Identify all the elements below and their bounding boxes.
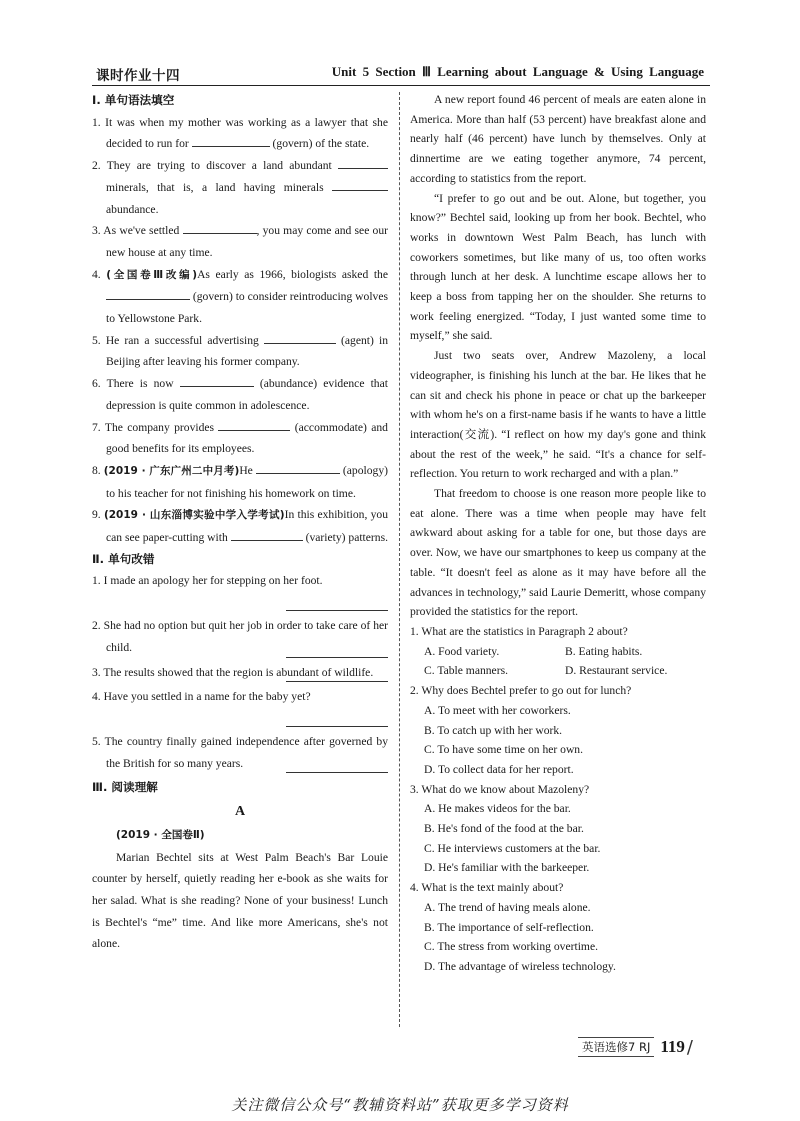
correction-question-5: 5. The country finally gained independence after governed by the British for so many years. (92, 731, 388, 773)
answer-blank[interactable] (332, 178, 388, 191)
option-row (424, 661, 706, 681)
left-column (92, 90, 388, 955)
homework-title: 课时作业十四 (96, 68, 180, 84)
option-a[interactable]: A. The trend of having meals alone. (424, 900, 591, 914)
option-a[interactable]: A. He makes videos for the bar. (424, 802, 571, 816)
option-b[interactable]: B. He's fond of the food at the bar. (424, 822, 584, 836)
fill-question-7: 7. The company provides (accommodate) and good benefits for its employees. (92, 417, 388, 460)
footer-slash: / (686, 1036, 693, 1058)
column-divider (399, 92, 400, 1027)
reading-question-2: 2. Why does Bechtel prefer to go out for lunch? (410, 684, 632, 698)
option-c[interactable]: C. Table manners. (424, 664, 508, 678)
fill-question-3: 3. As we've settled , you may come and see our new house at any time. (92, 220, 388, 263)
answer-line[interactable] (286, 754, 388, 773)
answer-blank[interactable] (264, 331, 336, 344)
option-a[interactable]: A. Food variety. (424, 644, 500, 658)
section-title: Ⅲ. 阅读理解 (92, 780, 158, 795)
answer-line[interactable] (286, 592, 388, 611)
fill-question-1: 1. It was when my mother was working as a lawyer that she decided to run for (govern) of the state. (92, 115, 388, 151)
option-b[interactable]: B. To catch up with her work. (424, 723, 563, 737)
correction-question-2: 2. She had no option but quit her job in order to take care of her child. (92, 615, 388, 657)
correction-question-4: 4. Have you settled in a name for the baby yet? (92, 686, 388, 727)
option-d[interactable]: D. The advantage of wireless technology. (424, 959, 616, 973)
reading-question-1: 1. What are the statistics in Paragraph 2 about? (410, 624, 628, 638)
answer-blank[interactable] (256, 461, 340, 474)
wechat-note: 关注微信公众号“教辅资料站”获取更多学习资料 (231, 1096, 569, 1114)
answer-line[interactable] (286, 639, 388, 658)
option-d[interactable]: D. To collect data for her report. (424, 762, 574, 776)
option-c[interactable]: C. To have some time on her own. (424, 743, 584, 757)
answer-blank[interactable] (183, 221, 257, 234)
fill-question-4: 4. (全国卷Ⅲ改编)As early as 1966, biologists asked the (govern) to consider reintroducing wolves to Yellowstone Park. (92, 267, 389, 326)
option-b[interactable]: B. The importance of self-reflection. (424, 920, 594, 934)
passage-paragraph-5: That freedom to choose is one reason more people like to eat alone. There was a time when people may have felt awkward about asking for a table for one, but those days are over. Now, we have our smartphones to keep us company at the table. “It doesn't feel as alone as it may have before all the advances in technology,” said Laurie Demeritt, whose company provided the statistics for the report. (410, 487, 706, 619)
fill-question-9: 9. (2019 · 山东淄博实验中学入学考试)In this exhibition, you can see paper-cutting with (variety) patterns. (92, 508, 388, 545)
passage-source: (2019 · 全国卷Ⅱ) (116, 828, 205, 841)
passage-paragraph-4: Just two seats over, Andrew Mazoleny, a local videographer, is finishing his lunch at the bar. He likes that he can sit and check his phone in peace or chat up the barkeeper with whom he's on a first-name basis if he wants to have a little interaction(交流). “I reflect on how my day's gone and think about the rest of the week,” he said. “It's a chance for self-reflection. You return to work recharged and with a plan.” (410, 349, 706, 481)
page-footer (578, 1038, 693, 1056)
answer-blank[interactable] (180, 374, 254, 387)
option-b[interactable]: B. Eating habits. (565, 644, 643, 658)
option-c[interactable]: C. He interviews customers at the bar. (424, 841, 601, 855)
passage-paragraph-1: Marian Bechtel sits at West Palm Beach's Bar Louie counter by herself, quietly reading her e-book as she waits for her salad. What is she reading? None of your business! Lunch is Bechtel's “me” time. And like more Americans, she's not alone. (92, 850, 388, 951)
reading-question-3: 3. What do we know about Mazoleny? (410, 782, 590, 796)
fill-question-6: 6. There is now (abundance) evidence that depression is quite common in adolescence. (92, 373, 388, 416)
section-title: Ⅰ. 单句语法填空 (92, 93, 175, 107)
page-header (92, 64, 708, 84)
answer-blank[interactable] (192, 134, 270, 147)
correction-question-3: 3. The results showed that the region is abundant of wildlife. (92, 662, 388, 683)
passage-paragraph-2: A new report found 46 percent of meals are eaten alone in America. More than half (53 percent) have breakfast alone and nearly half (46 percent) have lunch by themselves. Only at dinnertime are we eating together anymore, 74 percent, according to statistics from the report. (410, 93, 706, 185)
option-d[interactable]: D. Restaurant service. (565, 664, 668, 678)
passage-paragraph-3: “I prefer to go out and be out. Alone, but together, you know?” Bechtel said, looking up from her book. Bechtel, who works in downtown West Palm Beach, has lunch with coworkers sometimes, but like many of us, too often works through lunch at her desk. A lunchtime escape allows her to keep a boss from tapping her on the shoulder. She returns to work feeling energized. “Today, I just wanted some time to myself,” she said. (410, 191, 706, 343)
option-a[interactable]: A. To meet with her coworkers. (424, 703, 571, 717)
reading-question-4: 4. What is the text mainly about? (410, 881, 564, 895)
header-rule (92, 85, 710, 86)
answer-blank[interactable] (218, 418, 290, 431)
fill-question-5: 5. He ran a successful advertising (agent) in Beijing after leaving his former company. (92, 330, 388, 373)
right-column (410, 90, 706, 977)
fill-question-2: 2. They are trying to discover a land abundant minerals, that is, a land having minerals abundance. (92, 155, 388, 220)
page-number: 119 (660, 1037, 685, 1056)
answer-blank[interactable] (231, 528, 303, 541)
option-c[interactable]: C. The stress from working overtime. (424, 940, 598, 954)
section-title: Ⅱ. 单句改错 (92, 551, 155, 566)
book-label: 英语选修7 RJ (578, 1037, 654, 1057)
option-row (424, 642, 706, 662)
passage-letter: A (234, 804, 246, 820)
fill-question-8: 8. (2019 · 广东广州二中月考)He (apology) to his teacher for not finishing his homework on time. (92, 460, 388, 504)
option-d[interactable]: D. He's familiar with the barkeeper. (424, 861, 590, 875)
correction-question-1: 1. I made an apology her for stepping on her foot. (92, 570, 388, 611)
unit-title: Unit 5 Section Ⅲ Learning about Language & Using Language (331, 64, 704, 79)
answer-blank[interactable] (338, 156, 388, 169)
answer-blank[interactable] (106, 287, 190, 300)
answer-line[interactable] (286, 708, 388, 727)
